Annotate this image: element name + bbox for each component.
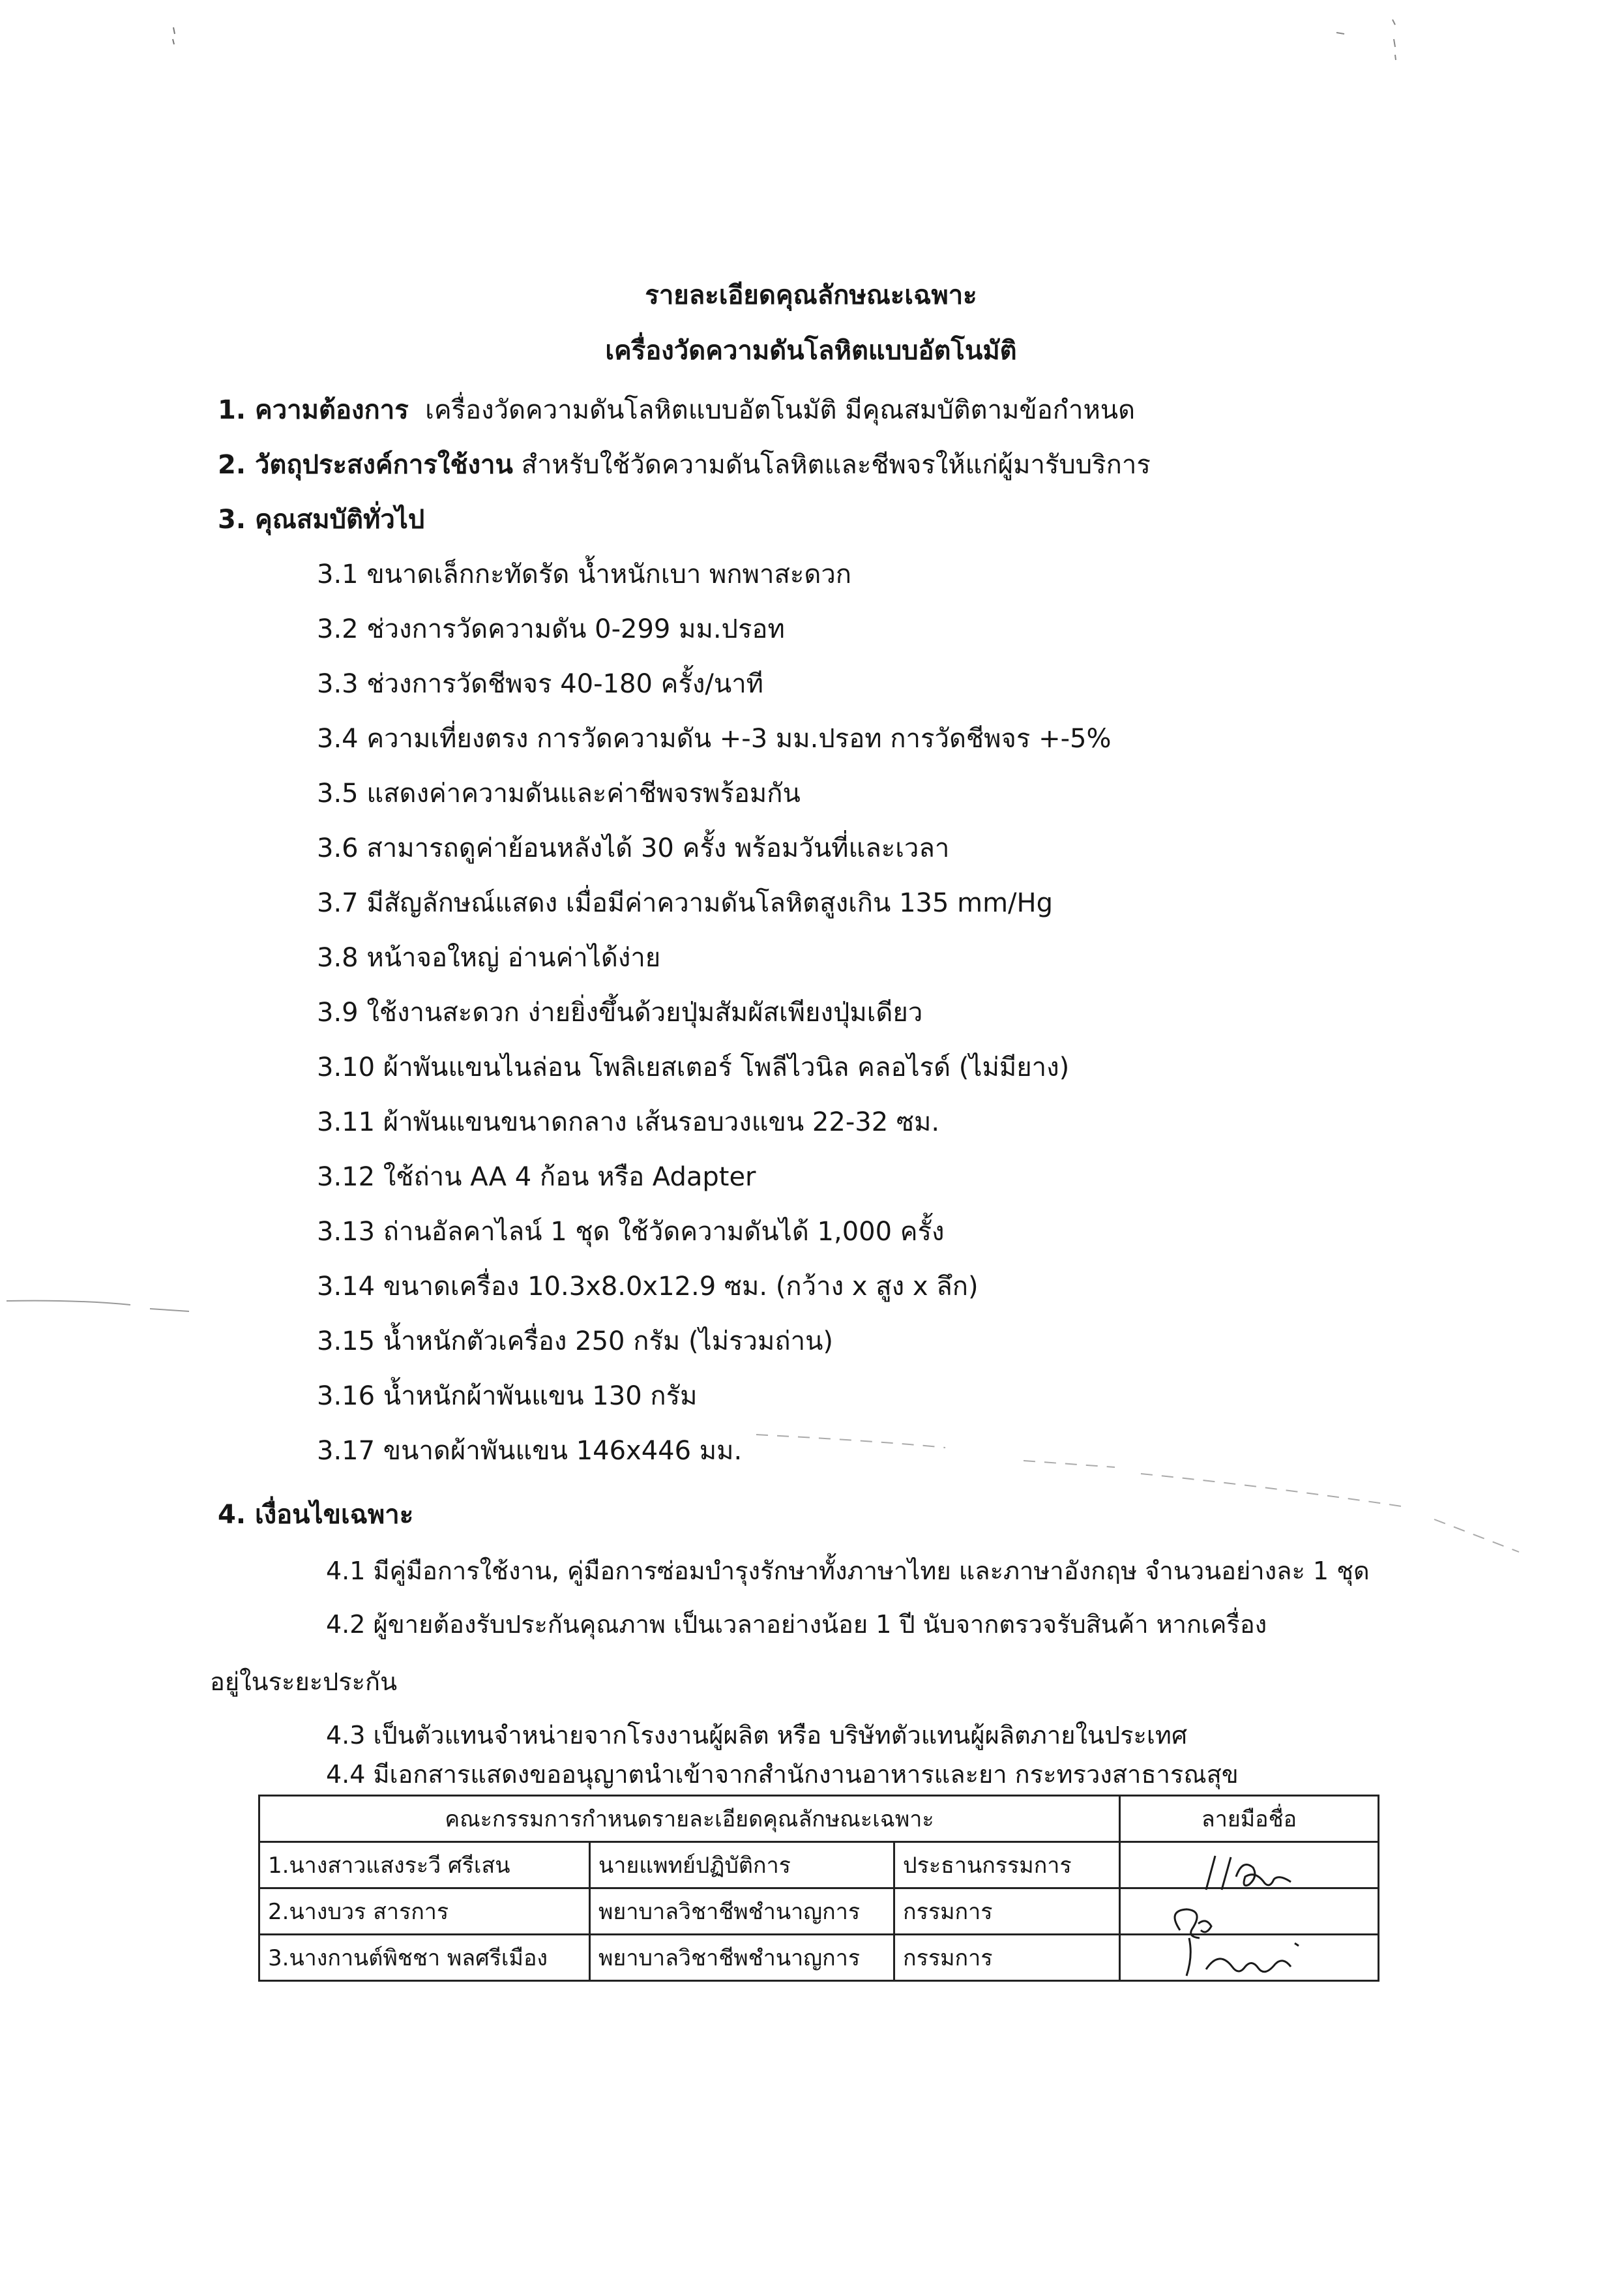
spec-item: 3.8 หน้าจอใหญ่ อ่านค่าได้ง่าย (317, 943, 661, 973)
spec-item: 3.13 ถ่านอัลคาไลน์ 1 ชุด ใช้วัดความดันได้ 1,000 ครั้ง (317, 1217, 945, 1247)
member-role: กรรมการ (894, 1935, 1120, 1981)
condition-item-4: 4.4 มีเอกสารแสดงขออนุญาตนำเข้าจากสำนักงานอาหารและยา กระทรวงสาธารณสุข (326, 1760, 1239, 1789)
condition-item-3: 4.3 เป็นตัวแทนจำหน่ายจากโรงงานผู้ผลิต หรือ บริษัทตัวแทนผู้ผลิตภายในประเทศ (326, 1721, 1188, 1750)
condition-item-1: 4.1 มีคู่มือการใช้งาน, คู่มือการซ่อมบำรุงรักษาทั้งภาษาไทย และภาษาอังกฤษ จำนวนอย่างละ 1 ชุด (326, 1557, 1370, 1585)
spec-item: 3.1 ขนาดเล็กกะทัดรัด น้ำหนักเบา พกพาสะดวก (317, 559, 852, 589)
spec-item: 3.14 ขนาดเครื่อง 10.3x8.0x12.9 ซม. (กว้าง x สูง x ลึก) (317, 1272, 979, 1302)
signature-2 (1160, 1904, 1317, 2002)
member-name: 2.นางบวร สารการ (259, 1888, 590, 1935)
section-1 (218, 389, 1135, 430)
spec-item: 3.7 มีสัญลักษณ์แสดง เมื่อมีค่าความดันโลหิตสูงเกิน 135 mm/Hg (317, 888, 1054, 918)
document-title-line-1: รายละเอียดคุณลักษณะเฉพาะ (645, 280, 977, 310)
spec-item: 3.5 แสดงค่าความดันและค่าชีพจรพร้อมกัน (317, 779, 801, 809)
section-1-text: เครื่องวัดความดันโลหิตแบบอัตโนมัติ มีคุณสมบัติตามข้อกำหนด (425, 395, 1136, 425)
scan-mark-top-left (171, 26, 179, 46)
scan-mark-top-right (1330, 13, 1408, 65)
section-3-heading: 3. คุณสมบัติทั่วไป (218, 505, 425, 535)
section-2-heading: 2. วัตถุประสงค์การใช้งาน (218, 450, 513, 480)
spec-item: 3.10 ผ้าพันแขนไนล่อน โพลิเยสเตอร์ โพลีไวนิล คลอไรด์ (ไม่มียาง) (317, 1052, 1070, 1082)
spec-item: 3.15 น้ำหนักตัวเครื่อง 250 กรัม (ไม่รวมถ่าน) (317, 1326, 834, 1356)
spec-item: 3.4 ความเที่ยงตรง การวัดความดัน +-3 มม.ปรอท การวัดชีพจร +-5% (317, 724, 1112, 754)
condition-item-2-continued: อยู่ในระยะประกัน (210, 1667, 398, 1696)
condition-item-2: 4.2 ผู้ขายต้องรับประกันคุณภาพ เป็นเวลาอย่างน้อย 1 ปี นับจากตรวจรับสินค้า หากเครื่อง (326, 1610, 1267, 1639)
spec-item: 3.9 ใช้งานสะดวก ง่ายยิ่งขึ้นด้วยปุ่มสัมผัสเพียงปุ่มเดียว (317, 998, 923, 1028)
spec-item: 3.17 ขนาดผ้าพันแขน 146x446 มม. (317, 1436, 743, 1466)
spec-item: 3.11 ผ้าพันแขนขนาดกลาง เส้นรอบวงแขน 22-32 ซม. (317, 1107, 940, 1137)
signature-1 (1193, 1851, 1310, 1896)
member-position: พยาบาลวิชาชีพชำนาญการ (590, 1888, 894, 1935)
spec-item: 3.16 น้ำหนักผ้าพันแขน 130 กรัม (317, 1381, 698, 1411)
committee-table-header-row (259, 1796, 1379, 1842)
document-title-line-2: เครื่องวัดความดันโลหิตแบบอัตโนมัติ (605, 336, 1017, 366)
spec-item: 3.6 สามารถดูค่าย้อนหลังได้ 30 ครั้ง พร้อมวันที่และเวลา (317, 833, 950, 863)
section-4-heading: 4. เงื่อนไขเฉพาะ (218, 1500, 414, 1530)
spec-item: 3.3 ช่วงการวัดชีพจร 40-180 ครั้ง/นาที (317, 669, 764, 699)
member-role: ประธานกรรมการ (894, 1842, 1120, 1888)
section-1-heading: 1. ความต้องการ (218, 395, 409, 425)
member-role: กรรมการ (894, 1888, 1120, 1935)
member-name: 1.นางสาวแสงระวี ศรีเสน (259, 1842, 590, 1888)
spec-item: 3.12 ใช้ถ่าน AA 4 ก้อน หรือ Adapter (317, 1162, 756, 1192)
member-position: พยาบาลวิชาชีพชำนาญการ (590, 1935, 894, 1981)
member-position: นายแพทย์ปฏิบัติการ (590, 1842, 894, 1888)
member-name: 3.นางกานต์พิชชา พลศรีเมือง (259, 1935, 590, 1981)
scan-mark-left (0, 1294, 196, 1320)
spec-item: 3.2 ช่วงการวัดความดัน 0-299 มม.ปรอท (317, 614, 785, 644)
section-2 (218, 443, 1151, 485)
signature-header: ลายมือชื่อ (1120, 1796, 1379, 1842)
section-2-text: สำหรับใช้วัดความดันโลหิตและชีพจรให้แก่ผู้มารับบริการ (521, 450, 1151, 480)
committee-header: คณะกรรมการกำหนดรายละเอียดคุณลักษณะเฉพาะ (259, 1796, 1120, 1842)
